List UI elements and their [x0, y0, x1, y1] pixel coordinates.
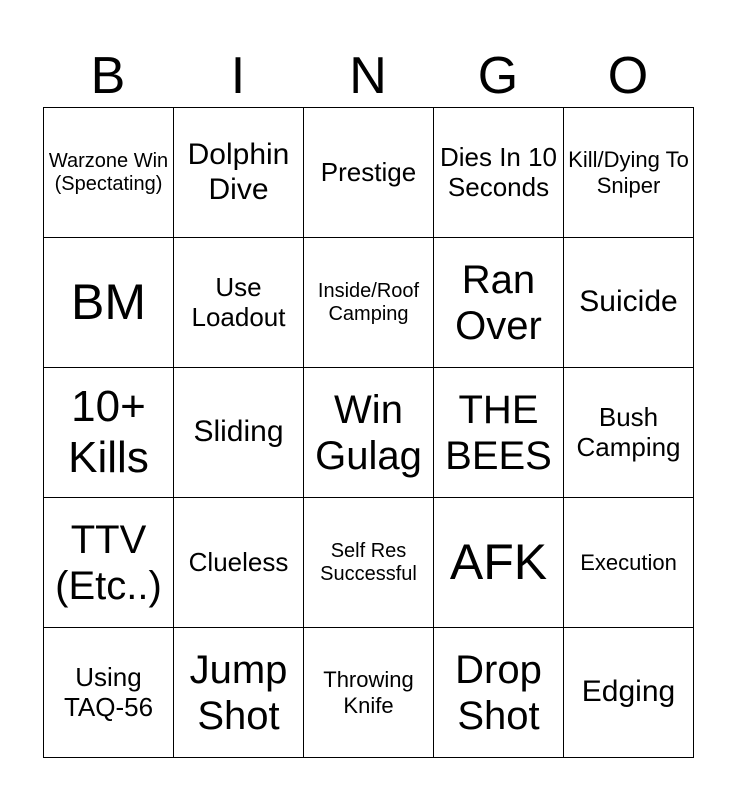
header-letter-n: N	[349, 47, 387, 105]
bingo-cell[interactable]: AFK	[434, 498, 564, 628]
bingo-cell[interactable]: TTV (Etc..)	[44, 498, 174, 628]
bingo-cell[interactable]: Win Gulag	[304, 368, 434, 498]
bingo-cell[interactable]: Sliding	[174, 368, 304, 498]
bingo-cell[interactable]: Prestige	[304, 108, 434, 238]
bingo-cell[interactable]: Execution	[564, 498, 694, 628]
bingo-cell[interactable]: BM	[44, 238, 174, 368]
bingo-cell[interactable]: Ran Over	[434, 238, 564, 368]
grid-row	[44, 498, 694, 628]
bingo-cell[interactable]: Jump Shot	[174, 628, 304, 758]
bingo-cell[interactable]: Drop Shot	[434, 628, 564, 758]
grid-row	[44, 628, 694, 758]
bingo-cell[interactable]: Dies In 10 Seconds	[434, 108, 564, 238]
bingo-cell[interactable]: Clueless	[174, 498, 304, 628]
bingo-cell[interactable]: THE BEES	[434, 368, 564, 498]
bingo-grid	[43, 107, 694, 758]
header-letter-o: O	[607, 47, 649, 105]
header-letter-i: I	[230, 47, 246, 105]
grid-row	[44, 238, 694, 368]
grid-row	[44, 108, 694, 238]
bingo-cell[interactable]: Edging	[564, 628, 694, 758]
bingo-cell[interactable]: 10+ Kills	[44, 368, 174, 498]
header-letter-g: G	[477, 47, 519, 105]
bingo-cell[interactable]: Using TAQ-56	[44, 628, 174, 758]
bingo-cell[interactable]: Kill/Dying To Sniper	[564, 108, 694, 238]
bingo-cell[interactable]: Self Res Successful	[304, 498, 434, 628]
bingo-cell[interactable]: Bush Camping	[564, 368, 694, 498]
header-letter-b: B	[90, 47, 126, 105]
bingo-cell[interactable]: Warzone Win (Spectating)	[44, 108, 174, 238]
bingo-cell[interactable]: Use Loadout	[174, 238, 304, 368]
bingo-header	[43, 44, 693, 108]
bingo-cell[interactable]: Throwing Knife	[304, 628, 434, 758]
grid-row	[44, 368, 694, 498]
bingo-cell[interactable]: Dolphin Dive	[174, 108, 304, 238]
bingo-cell[interactable]: Suicide	[564, 238, 694, 368]
bingo-cell[interactable]: Inside/Roof Camping	[304, 238, 434, 368]
